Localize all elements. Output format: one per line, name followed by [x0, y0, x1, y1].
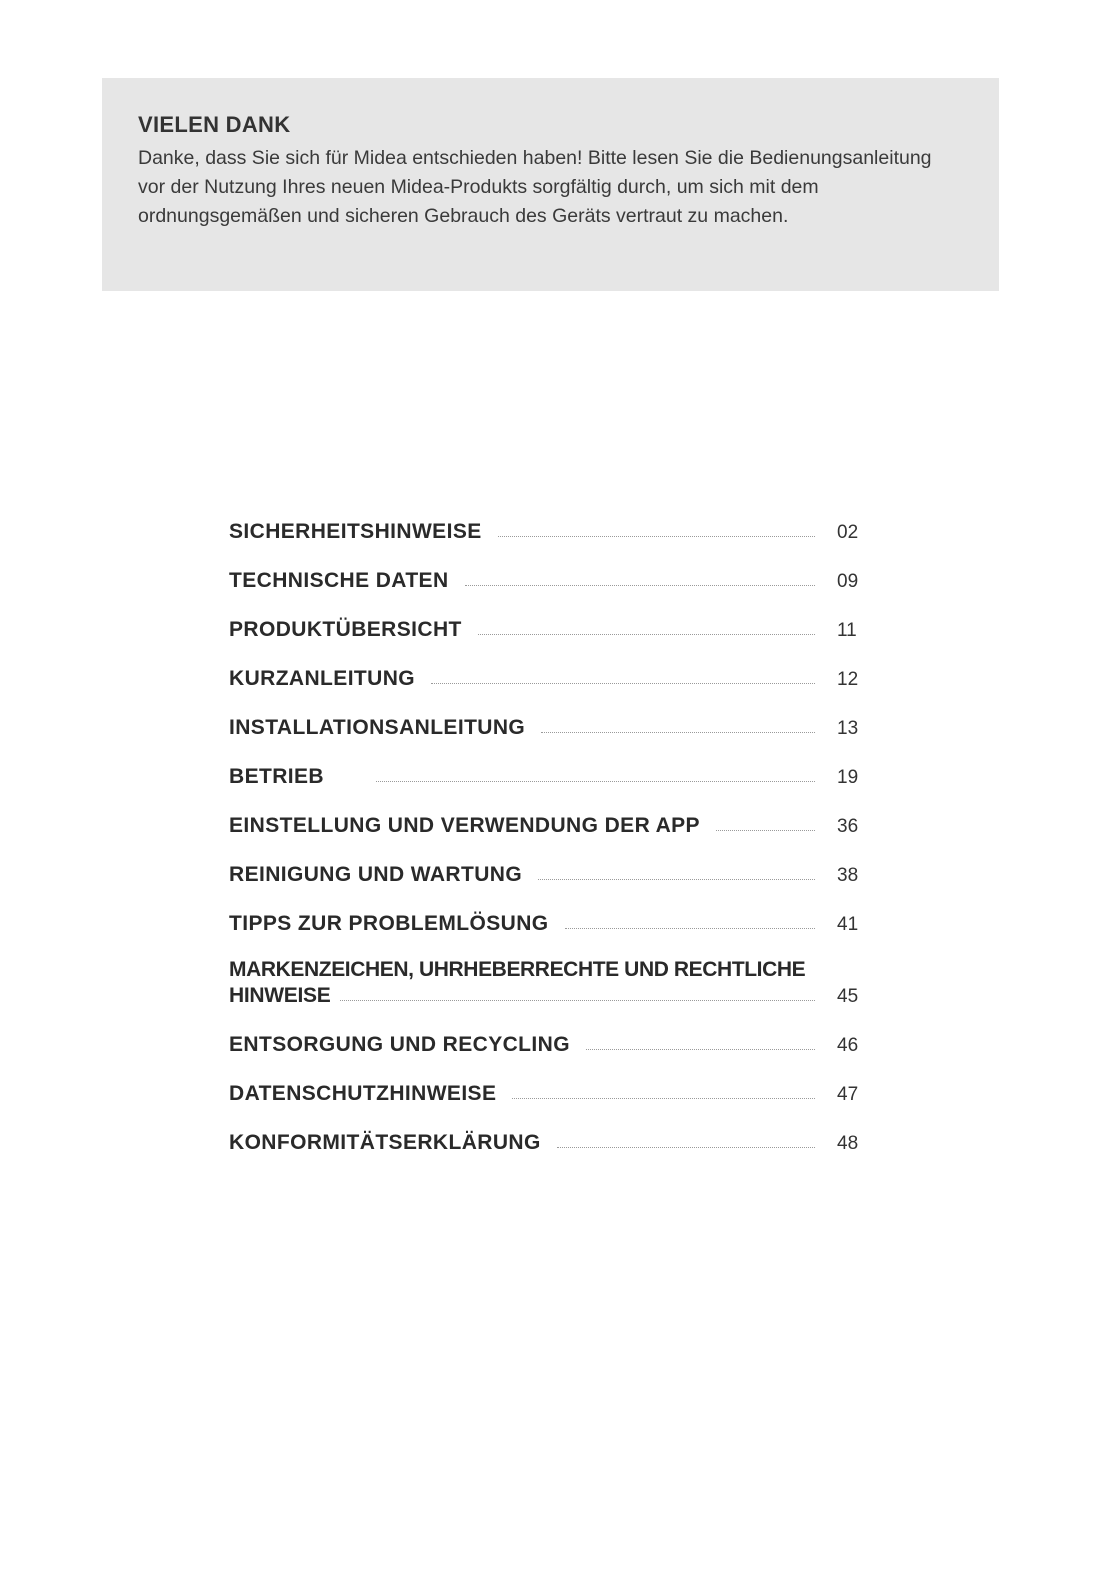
toc-dot-leader — [512, 1098, 815, 1099]
toc-entry-title: EINSTELLUNG UND VERWENDUNG DER APP — [229, 814, 700, 837]
toc-entry-page: 47 — [837, 1084, 859, 1105]
toc-dot-leader — [557, 1147, 815, 1148]
toc-entry-title: KURZANLEITUNG — [229, 667, 416, 690]
toc-entry-produktuebersicht[interactable] — [229, 603, 877, 652]
table-of-contents — [229, 505, 877, 1165]
toc-entry-problemloesung[interactable] — [229, 897, 877, 946]
toc-entry-title-line2: HINWEISE — [229, 984, 331, 1007]
toc-dot-leader — [478, 634, 815, 635]
toc-entry-reinigung[interactable] — [229, 848, 877, 897]
toc-entry-title: ENTSORGUNG UND RECYCLING — [229, 1033, 570, 1056]
toc-entry-technische-daten[interactable] — [229, 554, 877, 603]
toc-dot-leader — [541, 732, 815, 733]
toc-entry-page: 19 — [837, 767, 859, 788]
toc-entry-page: 41 — [837, 914, 859, 935]
toc-dot-leader — [340, 1000, 815, 1001]
toc-entry-page: 09 — [837, 571, 859, 592]
toc-dot-leader — [376, 781, 815, 782]
toc-entry-page: 38 — [837, 865, 859, 886]
toc-entry-konformitaet[interactable] — [229, 1116, 877, 1165]
toc-dot-leader — [565, 928, 815, 929]
toc-dot-leader — [716, 830, 815, 831]
toc-dot-leader — [586, 1049, 815, 1050]
toc-entry-markenzeichen[interactable] — [229, 946, 877, 1018]
toc-entry-page: 12 — [837, 669, 859, 690]
toc-entry-page: 02 — [837, 522, 859, 543]
toc-entry-entsorgung[interactable] — [229, 1018, 877, 1067]
toc-entry-installationsanleitung[interactable] — [229, 701, 877, 750]
toc-entry-datenschutz[interactable] — [229, 1067, 877, 1116]
thank-you-title: VIELEN DANK — [138, 112, 291, 137]
toc-entry-title: SICHERHEITSHINWEISE — [229, 520, 482, 543]
toc-dot-leader — [498, 536, 815, 537]
toc-entry-title: TECHNISCHE DATEN — [229, 569, 449, 592]
toc-dot-leader — [465, 585, 815, 586]
toc-entry-page: 36 — [837, 816, 859, 837]
toc-entry-page: 13 — [837, 718, 859, 739]
toc-entry-title: BETRIEB — [229, 765, 324, 788]
toc-entry-page: 48 — [837, 1133, 859, 1154]
toc-entry-sicherheitshinweise[interactable] — [229, 505, 877, 554]
toc-entry-betrieb[interactable] — [229, 750, 877, 799]
toc-entry-page: 45 — [837, 986, 859, 1007]
toc-entry-page: 46 — [837, 1035, 859, 1056]
toc-dot-leader — [431, 683, 815, 684]
toc-entry-title: PRODUKTÜBERSICHT — [229, 618, 462, 641]
toc-entry-page: 11 — [837, 620, 857, 641]
toc-entry-title: KONFORMITÄTSERKLÄRUNG — [229, 1131, 541, 1154]
toc-entry-app[interactable] — [229, 799, 877, 848]
toc-dot-leader — [538, 879, 815, 880]
toc-entry-title: INSTALLATIONSANLEITUNG — [229, 716, 526, 739]
toc-entry-title: DATENSCHUTZHINWEISE — [229, 1082, 497, 1105]
thank-you-text: Danke, dass Sie sich für Midea entschieden haben! Bitte lesen Sie die Bedienungsanleitung vor der Nutzung Ihres neuen Midea-Produkts sorgfältig durch, um sich mit dem ordnungsgemäßen und sicheren Gebrauch des Geräts vertraut zu machen. — [138, 147, 932, 227]
toc-entry-title-line1: MARKENZEICHEN, UHRHEBERRECHTE UND RECHTLICHE — [229, 958, 806, 981]
toc-entry-kurzanleitung[interactable] — [229, 652, 877, 701]
toc-entry-title: REINIGUNG UND WARTUNG — [229, 863, 523, 886]
thank-you-box — [102, 78, 999, 291]
toc-entry-title: TIPPS ZUR PROBLEMLÖSUNG — [229, 912, 549, 935]
